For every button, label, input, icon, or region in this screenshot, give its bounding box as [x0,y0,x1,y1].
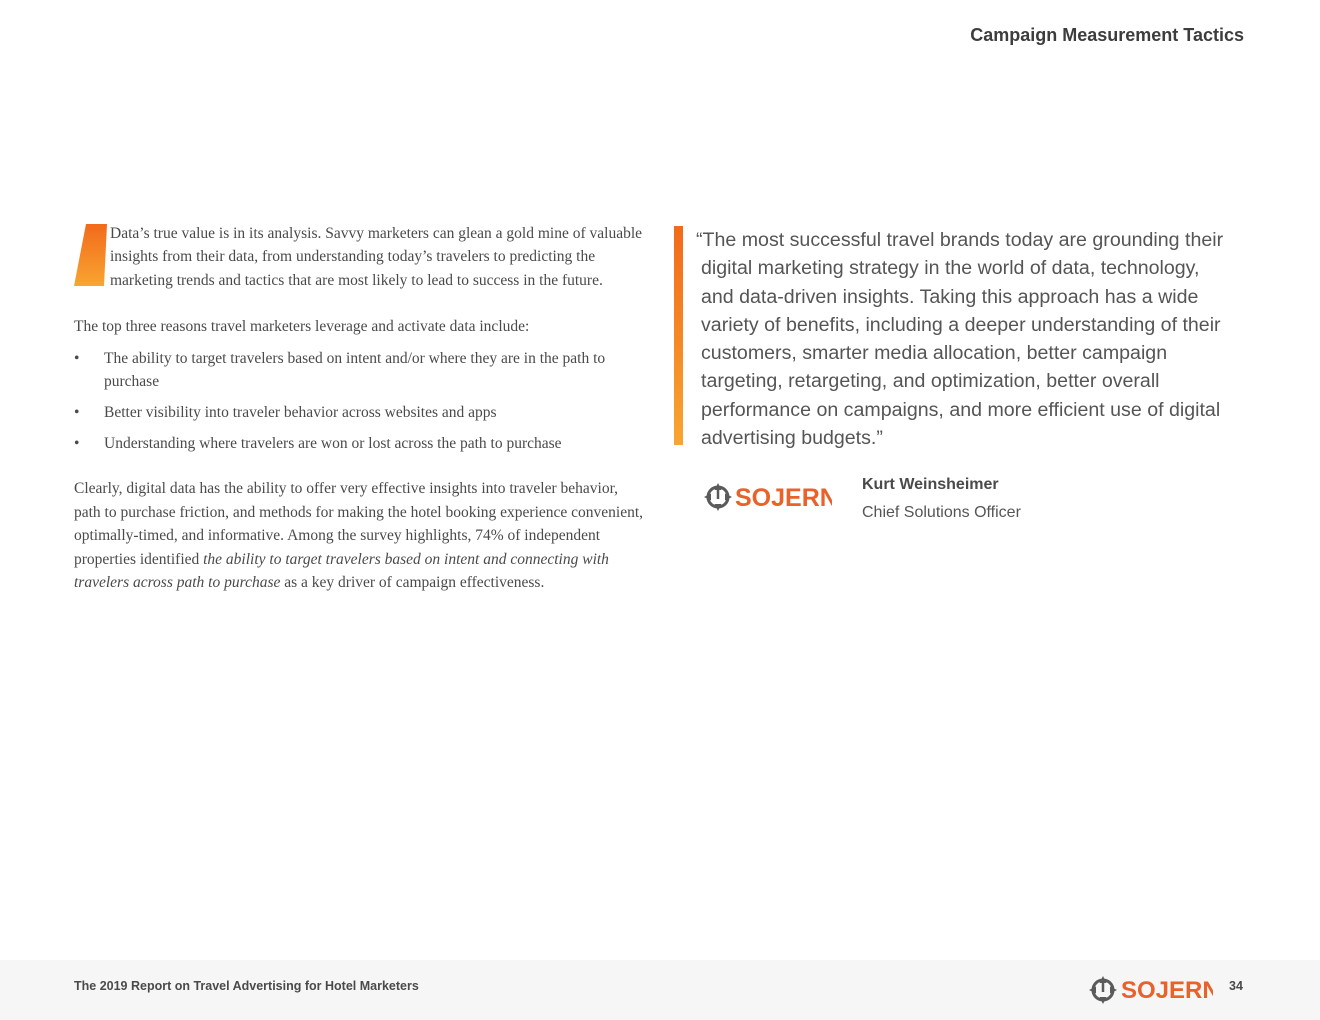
pull-quote [674,226,1234,452]
quote-accent-bar [674,226,683,445]
reasons-list [74,347,646,456]
page-footer [0,960,1320,1020]
closing-text-emphasis: the ability to target travelers based on intent and connecting with travelers across path to purchase [74,550,609,592]
quote-author-role: Chief Solutions Officer [862,504,1021,521]
list-item [74,432,646,455]
quote-text: “The most successful travel brands today are grounding their digital marketing strategy in the world of data, technology, and data-driven insights. Taking this approach has a wide variety of benefits, including a deeper understanding of their customers, smarter media allocation, better campaign targeting, retargeting, and optimization, better overall performance on campaigns, and more efficient use of digital advertising budgets.” [696,229,1224,450]
quote-author-name: Kurt Weinsheimer [862,476,999,493]
bullet-icon: • [74,435,80,453]
sojern-footer-logo-icon [1089,973,1213,1010]
closing-text-end: as a key driver of campaign effectiveness. [280,574,545,592]
body-text-column [74,222,646,594]
drop-cap-accent-icon [74,224,108,286]
bullet-icon: • [74,349,80,367]
closing-text-start: Clearly, digital data has the ability to offer very effective insights into traveler behavior, path to purchase friction, and methods for making the hotel booking experience convenient, optimally-timed, and informative. Among the survey highlights, 74% of independent properties identified [74,480,644,568]
list-item-text: Better visibility into traveler behavior across websites and apps [104,404,497,422]
svg-text:SOJERN: SOJERN [735,484,832,512]
reasons-lead: The top three reasons travel marketers leverage and activate data include: [74,318,530,336]
list-item-text: The ability to target travelers based on intent and/or where they are in the path to purchase [104,349,606,391]
list-item [74,401,646,424]
page-section-title: Campaign Measurement Tactics [970,25,1244,45]
quote-attribution [704,476,1244,536]
intro-paragraph: Data’s true value is in its analysis. Savvy marketers can glean a gold mine of valuable insights from their data, from understanding today’s travelers to predicting the marketing trends and tactics that are most likely to lead to success in the future. [110,225,643,289]
sojern-logo-icon [704,478,832,517]
bullet-icon: • [74,404,80,422]
list-item [74,347,646,394]
list-item-text: Understanding where travelers are won or lost across the path to purchase [104,435,562,453]
page-number: 34 [1229,979,1243,993]
svg-text:SOJERN: SOJERN [1121,977,1213,1004]
footer-report-title: The 2019 Report on Travel Advertising for Hotel Marketers [74,979,419,993]
closing-paragraph [74,477,646,594]
